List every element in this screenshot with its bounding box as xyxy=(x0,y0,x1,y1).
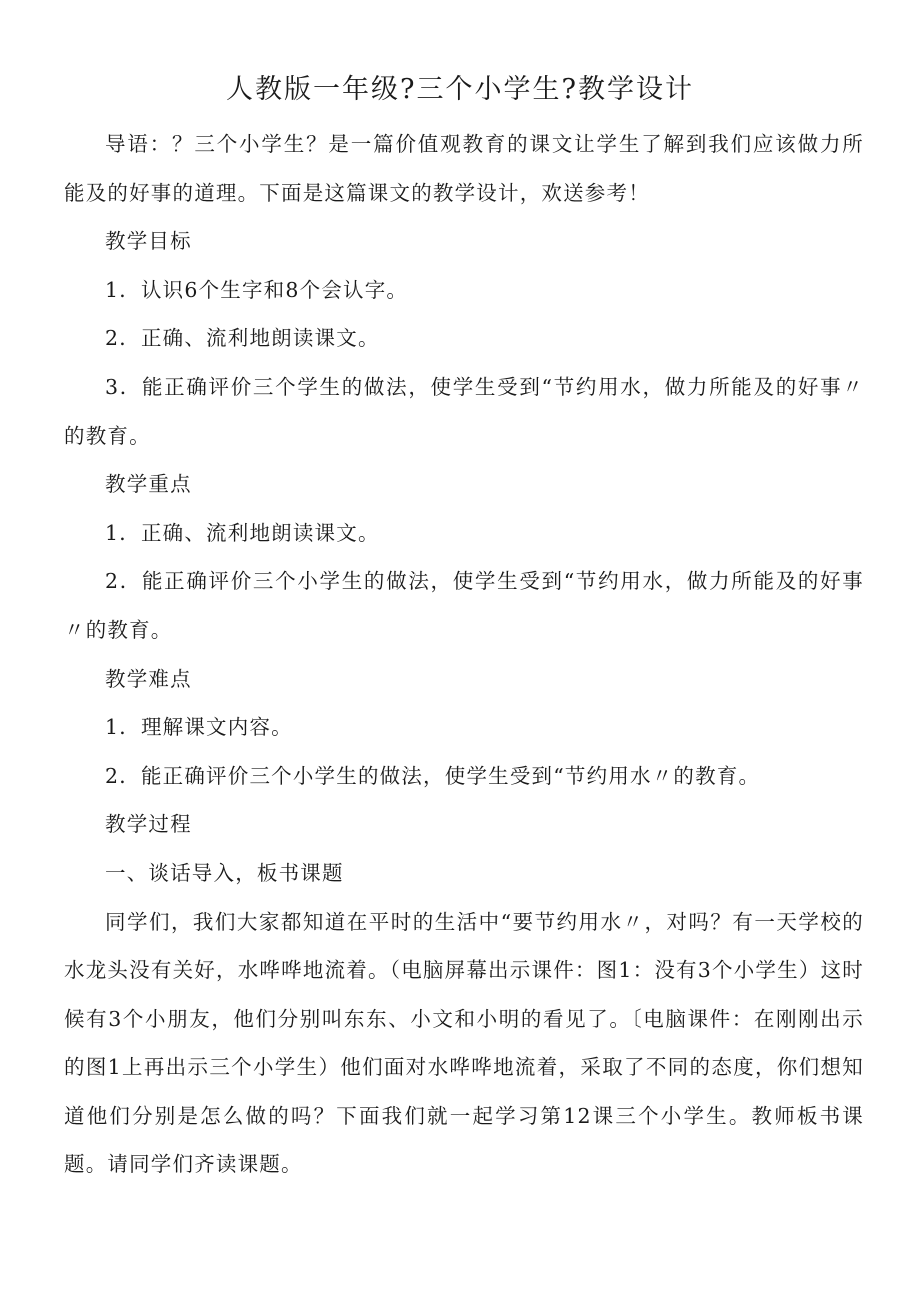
document-title: 人教版一年级?三个小学生?教学设计 xyxy=(226,74,694,105)
heading-teaching-process: 教学过程 xyxy=(105,812,192,837)
paragraph-intro: 导语：？三个小学生？是一篇价值观教育的课文让学生了解到我们应该做力所能及的好事的道理。下面是这篇课文的教学设计，欢送参考！ xyxy=(64,132,864,205)
document-body xyxy=(64,120,864,1189)
process-step-1: 一、谈话导入，板书课题 xyxy=(105,860,344,885)
process-paragraph: 同学们，我们大家都知道在平时的生活中“要节约用水〃，对吗？有一天学校的水龙头没有关好，水哗哗地流着。（电脑屏幕出示课件：图1：没有3个小学生）这时候有3个小朋友，他们分别叫东东、小文和小明的看见了。〔电脑课件：在刚刚出示的图1上再出示三个小学生）他们面对水哗哗地流着，采取了不同的态度，你们想知道他们分别是怎么做的吗？下面我们就一起学习第12课三个小学生。教师板书课题。请同学们齐读课题。 xyxy=(64,909,864,1177)
heading-teaching-goals: 教学目标 xyxy=(105,229,192,254)
difficulty-item-1: 1．理解课文内容。 xyxy=(105,715,293,740)
focus-item-1: 1．正确、流利地朗读课文。 xyxy=(105,520,380,545)
difficulty-item-2: 2．能正确评价三个小学生的做法，使学生受到“节约用水〃的教育。 xyxy=(105,763,761,788)
goal-item-2: 2．正确、流利地朗读课文。 xyxy=(105,326,380,351)
goal-item-1: 1．认识6个生字和8个会认字。 xyxy=(105,277,409,302)
focus-item-2: 2．能正确评价三个小学生的做法，使学生受到“节约用水，做力所能及的好事〃的教育。 xyxy=(64,569,864,642)
heading-teaching-focus: 教学重点 xyxy=(105,472,192,497)
goal-item-3: 3．能正确评价三个学生的做法，使学生受到“节约用水，做力所能及的好事〃的教育。 xyxy=(64,374,864,448)
heading-teaching-difficulty: 教学难点 xyxy=(105,666,192,691)
